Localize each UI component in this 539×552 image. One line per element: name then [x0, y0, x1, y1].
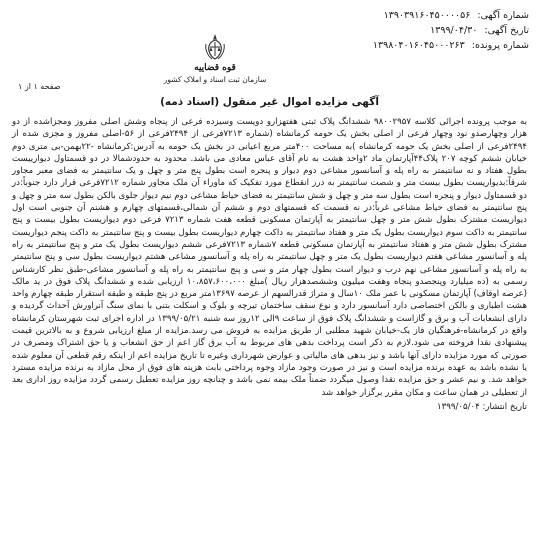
- notice-text: به موجب پرونده اجرائی کلاسه ۹۸۰۰۲۹۵۷ ششدانگ پلاک ثبتی هفتهزارو دویست وسیزده فرعی از پنجاه وشش اصلی مفروز ومجزاشده از دو هزار وچهارصدو نود وچهار فرعی از اصلی بخش یک حومه کرمانشاه (شماره ۷۲۱۳فرعی از ۲۴۹۴فرعی از ۵۶-اصلی مفروز و مجزی شده از ۲۴۹۴فرعی از اصلی بخش یک حومه کرمانشاه )به مساحت ۴۰۰متر مربع اعیانی در بخش یک حومه به آدرس:کرمانشاه -۲۲بهمن-بی متری دوم خیابان ششم کوچه ۲۰۷ پلاک۴۴آپارتمان ماد ۲واحد هشت به نام آقای عباس معادی می باشد. محدود به حدودشمالا در دو قسمتاول دیوارییست بطول هفتاد و نه سانتیمتر به راه پله و آسانسور مشاعی دوم دیوار و پنجره است بطول پنج متر و چهل و یک سانتیمتر به فضای معبر مجاور شرقاً:بدیواریست بطول بیست متر و شصت سانتیمتر به درز انقطاع مورد تفکیک که ماوراء آن ملک مجاور شماره ۷۲۱۲فرعی قرار دارد جنوباً:در دو قسمتاول دیوار و پنجره است بطول سه متر و چهل و شش سانتیمتر به فضای حیاط مشاعی دوم نیم دیوار جلوی بالکن بطول سه متر و چهل و پنج سانتیمتر به فضای حیاط مشاعی غرباً:در نه قسمت که قسمتهای دوم و ششم آن شمالی،قسمتهای چهارم و هشتم آن جنوبی است اول دیواریست مشترک بطول شش متر و چهل سانتیمتر به آپارتمان مسکونی قطعه هفت شماره ۷۲۱۳ فرعی دوم دیواریست بطول بیست و پنج سانتیمتر به داکت سوم دیواریست بطول یک متر و هفتاد سانتیمتر به داکت چهارم دیواریست بطول بیست و پنج سانتیمتر به داکت پنجم دیواریست مشترک بطول شش متر و هفتاد سانتیمتر به آپارتمان مسکونی قطعه ۷شماره ۷۲۱۳فرعی ششم دیواریست بطول یک متر و پنج سانتیمتر به راه پله و آسانسور مشاعی هفتم دیواریست بطول یک متر و چهل سانتیمتر به راه پله و آسانسور مشاعی هشتم دیواریست بطول سی و پنج سانتیمتر به راه پله و آسانسور مشاعی نهم درب و دیوار است بطول چهار متر و سی و پنج سانتیمتر به راه پله و آسانسور مشاعی-طبق نظر کارشناس رسمی به (ده میلیارد وپنجصدو پنجاه وهفت میلیون وششصدهزار ریال )مبلغ ۱۰،۸۵۷،۶۰۰،۰۰۰ ارزیابی شده و ششدانگ پلاک فوق در ید مالک (عرصه اوقاف) آپارتمان مسکونی با عمر ملک ۱۰سال و متراژ قدرالسهم از عرصه ۱۳۶۹۷متر مربع در پنج طبقه و طبقه استقرار طبقه چهارم واحد هشت اطباری و بالکن اختصاصی دارد آسانسور دارد و نوع سقف ساختمان تیرچه و بلوک و اسکلت بتنی با نمای سنگ آنراورش آحداث گردیده و دارای انشعابات آب و برق و گازاست و ششدانگ پلاک فوق از ساعت ۹الی ۱۲روز سه شنبه ۱۳۹۹/۰۵/۲۱ در اداره اجرای ثبت شهرستان کرمانشاه واقع در کرمانشاه-فرهنگیان فاز یک-خیابان شهید مطلبی از طریق مزایده به فروش می رسد.مزایده از مبلغ ارزیابی شروع و به بالاترین قیمت پیشنهادی نقدا فروخته می شود.لازم به ذکر است پرداخت بدهی های مربوط به آب برق گاز اعم از حق انشعاب و یا حق اشتراک ومصرف در صورتی که مورد مزایده دارای آنها باشد و نیز بدهی های مالیاتی و عوارض شهرداری وغیره تا تاریخ مزایده اعم از اینکه رقم قطعی آن معلوم شده یا نشده باشد به عهده برنده مزایده است و نیز در صورت وجود مازاد وجوه پرداختی بابت هزینه های فوق از محل مازاد به برنده مزایده مسترد خواهد شد. و نیم عشر و حق مزایده نقدا وصول میگردد ضمناً ملک بیمه نمی باشد و چنانچه روز مزایده تعطیل رسمی گردد مزایده روز اداری بعد از تعطیلی در همان ساعت و مکان مقرر برگزار خواهد شد: [12, 117, 528, 398]
- page-number: صفحه ۱ از ۱: [18, 82, 61, 91]
- notice-date-label: تاریخ آگهی:: [484, 25, 529, 36]
- case-number: ۱۳۹۸۰۴۰۱۶۰۴۵۰۰۰۲۶۳: [372, 40, 465, 51]
- notice-number-row: [279, 8, 529, 23]
- registry-logo: [150, 32, 280, 85]
- publication-date: تاریخ انتشار: ۱۳۹۹/۰۵/۰۴: [437, 401, 527, 412]
- judiciary-emblem-icon: [202, 32, 228, 62]
- notice-number-label: شماره آگهی:: [477, 10, 529, 21]
- notice-title: آگهی مزایده اموال غیر منقول (اسناد ذمه): [160, 96, 379, 108]
- notice-number: ۱۳۹۰۳۹۱۶۰۴۵۰۰۰۰۵۶: [383, 10, 471, 21]
- notice-body: [12, 116, 527, 413]
- case-number-label: شماره پرونده:: [471, 40, 529, 51]
- notice-date-row: [279, 23, 529, 38]
- notice-date: ۱۳۹۹/۰۴/۳۰: [430, 25, 478, 36]
- case-number-row: [279, 38, 529, 53]
- notice-metadata: [279, 8, 529, 53]
- organization-name: سازمان ثبت اسناد و املاک کشور: [163, 75, 267, 84]
- judiciary-name: قوه قضاییه: [194, 63, 236, 73]
